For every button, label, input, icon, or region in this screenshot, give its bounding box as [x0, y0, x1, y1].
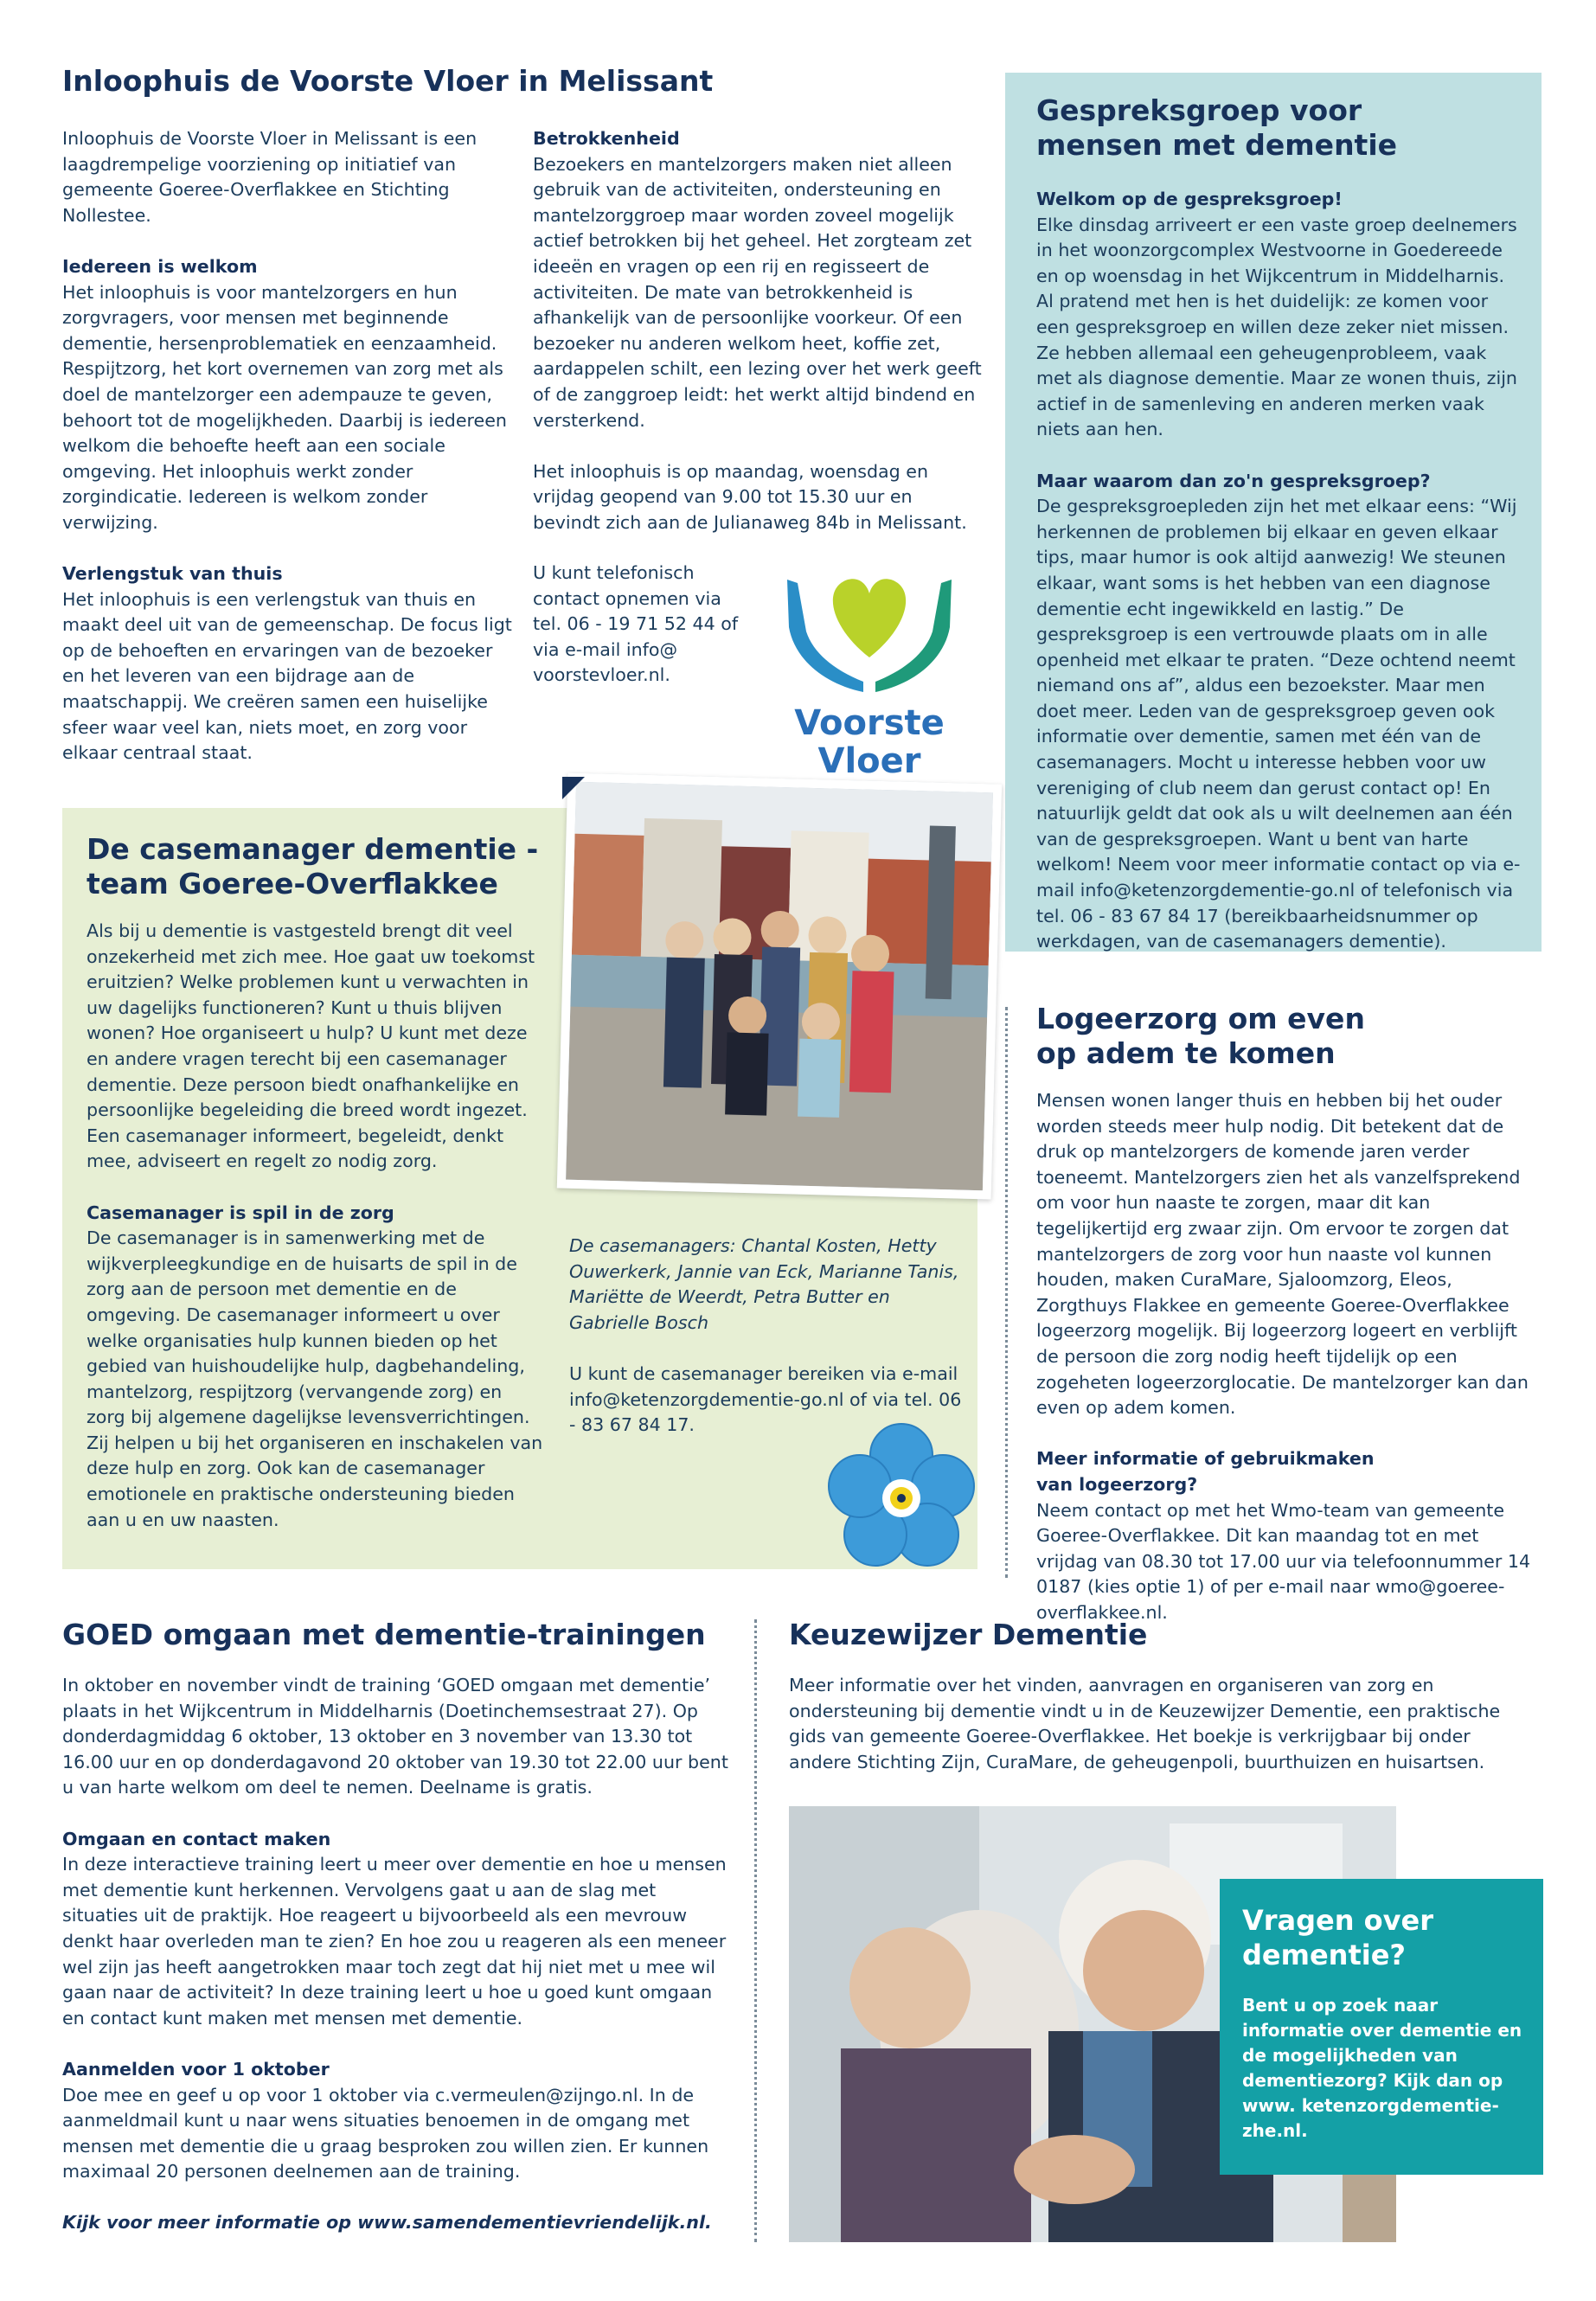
casemanager-body: [87, 919, 545, 1533]
inloophuis-contact: U kunt telefonisch contact opnemen via tel. 06 - 19 71 52 44 of via e-mail info@ voorstevloer.nl.: [533, 562, 739, 686]
logeerzorg-divider: [1005, 1007, 1008, 1578]
gespreksgroep-body: [1036, 187, 1521, 955]
keuzewijzer-title: Keuzewijzer Dementie: [789, 1618, 1148, 1651]
goed-contact-text: In deze interactieve training leert u meer over dementie en hoe u mensen met dementie kunt herkennen. Vervolgens gaat u aan de slag met situaties uit de praktijk. Hoe reageert u bijvoorbeeld als een mevrouw denkt haar overleden man te zien? En hoe zou u reageren als een meneer wel zijn jas heeft aangetrokken maar toch zegt dat hij niet met u mee wil gaan naar de activiteit? In deze training leert u hoe u goed kunt omgaan en contact kunt maken met mensen met dementie.: [62, 1854, 727, 2029]
betrokkenheid-heading: Betrokkenheid: [533, 128, 680, 149]
casemanager-title: De casemanager dementie - team Goeree-Overflakkee: [87, 832, 539, 901]
goed-aanmelden-text: Doe mee en geef u op voor 1 oktober via c.vermeulen@zijngo.nl. In de aanmeldmail kunt u naar wens situaties benoemen in de omgang met mensen met dementie die u graag besproken zou willen zien. Er kunnen maximaal 20 personen deelnemen aan de training.: [62, 2084, 709, 2182]
verlengstuk-heading: Verlengstuk van thuis: [62, 563, 283, 585]
logeerzorg-info-heading: Meer informatie of gebruikmaken van logeerzorg?: [1036, 1448, 1375, 1495]
welkom-text: Het inloophuis is voor mantelzorgers en hun zorgvragers, voor mensen met beginnende dementie, hersenproblematiek en eenzaamheid. Respijtzorg, het kort overnemen van zorg met als doel de mantelzorger een adempauze te geven, behoort tot de mogelijkheden. Daarbij is iedereen welkom die behoefte heeft aan een sociale omgeving. Het inloophuis werkt zonder zorgindicatie. Iedereen is welkom zonder verwijzing.: [62, 281, 507, 533]
gespreksgroep-title: Gespreksgroep voor mensen met dementie: [1036, 93, 1398, 162]
casemanager-contact: U kunt de casemanager bereiken via e-mail info@ketenzorgdementie-go.nl of via tel. 06 - 83 67 84 17.: [569, 1362, 962, 1436]
logeerzorg-info-text: Neem contact op met het Wmo-team van gemeente Goeree-Overflakkee. Dit kan maandag tot en met vrijdag van 08.30 tot 17.00 uur via telefoonnummer 14 0187 (kies optie 1) of per e-mail naar wmo@goeree-overflakkee.nl.: [1036, 1499, 1531, 1623]
heart-hands-icon: [753, 554, 986, 701]
logo-name: Voorste Vloer: [794, 703, 945, 781]
spil-heading: Casemanager is spil in de zorg: [87, 1202, 394, 1223]
keuzewijzer-text: Meer informatie over het vinden, aanvragen en organiseren van zorg en ondersteuning bij dementie vindt u in de Keuzewijzer Dementie, een praktische gids van gemeente Goeree-Overflakkee. Het boekje is verkrijgbaar bij onder andere Stichting Zijn, CuraMare, de geheugenpoli, buurthuizen en huisartsen.: [789, 1675, 1501, 1772]
goed-contact-heading: Omgaan en contact maken: [62, 1828, 331, 1849]
inloophuis-intro: Inloophuis de Voorste Vloer in Melissant is een laagdrempelige voorziening op initiatief van gemeente Goeree-Overflakkee en Stichting Nollestee.: [62, 128, 478, 226]
goed-intro: In oktober en november vindt de training ‘GOED omgaan met dementie’ plaats in het Wijkcentrum in Middelharnis (Doetinchemsestraat 27). Op donderdagmiddag 6 oktober, 13 oktober en 3 november van 13.30 tot 16.00 uur en op donderdagavond 20 oktober van 19.30 tot 22.00 uur bent u van harte welkom om deel te nemen. Deelname is gratis.: [62, 1675, 728, 1798]
inloophuis-title: Inloophuis de Voorste Vloer in Melissant: [62, 64, 714, 98]
gespreksgroep-waarom-heading: Maar waarom dan zo'n gespreksgroep?: [1036, 470, 1431, 491]
welkom-heading: Iedereen is welkom: [62, 255, 258, 277]
bottom-divider: [754, 1619, 757, 2242]
forget-me-not-flower-icon: [824, 1419, 979, 1574]
casemanager-intro: Als bij u dementie is vastgesteld brengt dit veel onzekerheid met zich mee. Hoe gaat uw toekomst eruitzien? Welke problemen kunt u verwachten in uw dagelijks functioneren? Kunt u thuis blijven wonen? Hoe organiseert u hulp? U kunt met deze en andere vragen terecht bij een casemanager dementie. Deze persoon biedt onafhankelijke en persoonlijke begeleiding die breed wordt ingezet. Een casemanager informeert, begeleidt, denkt mee, adviseert en regelt zo nodig zorg.: [87, 920, 535, 1172]
logeerzorg-text: Mensen wonen langer thuis en hebben bij het ouder worden steeds meer hulp nodig. Dit betekent dat de druk op mantelzorgers de komende jaren verder toeneemt. Mantelzorgers zien het als vanzelfsprekend om voor hun naaste te zorgen, maar dit kan tegelijkertijd erg zwaar zijn. Om ervoor te zorgen dat mantelzorgers de zorg voor hun naaste vol kunnen houden, maken CuraMare, Sjaloomzorg, Eleos, Zorgthuys Flakkee en gemeente Goeree-Overflakkee logeerzorg mogelijk. Bij logeerzorg logeert en verblijft de persoon die zorg nodig heeft tijdelijk op een zogeheten logeerzorglocatie. De mantelzorger kan dan even op adem komen.: [1036, 1090, 1529, 1419]
casemanagers-photo: [557, 773, 1002, 1200]
logeerzorg-body: [1036, 1088, 1543, 1625]
betrokkenheid-text: Bezoekers en mantelzorgers maken niet alleen gebruik van de activiteiten, ondersteuning en mantelzorggroep maar worden zoveel mogelijk actief betrokken bij het geheel. Het zorgteam zet ideeën en vragen op een rij en regisseert de activiteiten. De mate van betrokkenheid is afhankelijk van de persoonlijke voorkeur. Of een bezoeker nu anderen welkom heet, koffie zet, aardappelen schilt, een lezing over het werk geeft of de zanggroep leidt: het werkt altijd bindend en versterkend.: [533, 153, 982, 431]
inloophuis-col1: [62, 126, 512, 766]
vragen-text: Bent u op zoek naar informatie over dementie en de mogelijkheden van dementiezorg? Kijk dan op www. ketenzorgdementie-zhe.nl.: [1242, 1995, 1522, 2141]
spil-text: De casemanager is in samenwerking met de wijkverpleegkundige en de huisarts de spil in de zorg aan de persoon met dementie en de omgeving. De casemanager informeert u over welke organisaties hulp kunnen bieden op het gebied van huishoudelijke hulp, dagbehandeling, mantelzorg, respijtzorg (vervangende zorg) en zorg bij algemene dagelijkse levensverrichtingen. Zij helpen u bij het organiseren en inschakelen van deze hulp en zorg. Ook kan de casemanager emotionele en praktische ondersteuning bieden aan u en uw naasten.: [87, 1227, 543, 1530]
goed-aanmelden-heading: Aanmelden voor 1 oktober: [62, 2058, 330, 2080]
goed-footer-link[interactable]: Kijk voor meer informatie op www.samendementievriendelijk.nl.: [62, 2212, 712, 2234]
inloophuis-col2: [533, 126, 983, 536]
goed-title: GOED omgaan met dementie-trainingen: [62, 1618, 706, 1651]
photo-corner: [562, 777, 585, 799]
gespreksgroep-waarom-text: De gespreksgroepleden zijn het met elkaar eens: “Wij herkennen de problemen bij elkaar en geven elkaar tips, maar humor is ook altijd aanwezig! We steunen elkaar, want soms is het hebben van een diagnose dementie echt ingewikkeld en lastig.” De gespreksgroep is een vertrouwde plaats om in alle openheid met elkaar te praten. “Deze ochtend neemt niemand ons af”, aldus een bezoekster. Maar men doet meer. Leden van de gespreksgroep geven ook informatie over dementie, samen met één van de casemanagers. Mocht u interesse hebben voor uw vereniging of club neem dan gerust contact op! En natuurlijk geldt dat ook als u wilt deelnemen aan één van de gespreksgroepen. Want u bent van harte welkom! Neem voor meer informatie contact op via e-mail info@ketenzorgdementie-go.nl of telefonisch via tel. 06 - 83 67 84 17 (bereikbaarheidsnummer op werkdagen, van de casemanagers dementie).: [1036, 496, 1521, 952]
openingstijden-text: Het inloophuis is op maandag, woensdag en vrijdag geopend van 9.00 tot 15.30 uur en bevindt zich aan de Julianaweg 84b in Melissant.: [533, 460, 967, 533]
vragen-box: [1220, 1879, 1543, 2175]
goed-body: [62, 1673, 737, 2236]
voorste-vloer-logo: [753, 554, 986, 781]
gespreksgroep-welkom-heading: Welkom op de gespreksgroep!: [1036, 189, 1343, 209]
vragen-title: Vragen over dementie?: [1242, 1904, 1433, 1971]
verlengstuk-text: Het inloophuis is een verlengstuk van thuis en maakt deel uit van de gemeenschap. De focus ligt op de behoeften en ervaringen van de bezoeker en het leveren van een bijdrage aan de maatschappij. We creëren samen een huiselijke sfeer waar veel kan, niets moet, en zorg voor elkaar centraal staat.: [62, 588, 512, 764]
photo-caption: De casemanagers: Chantal Kosten, Hetty Ouwerkerk, Jannie van Eck, Marianne Tanis, Mariëtte de Weerdt, Petra Butter en Gabrielle Bosch: [569, 1235, 959, 1333]
casemanager-side: [569, 1234, 962, 1439]
logeerzorg-title: Logeerzorg om even op adem te komen: [1036, 1002, 1365, 1070]
gespreksgroep-welkom-text: Elke dinsdag arriveert er een vaste groep deelnemers in het woonzorgcomplex Westvoorne in Goedereede en op woensdag in het Wijkcentrum in Middelharnis. Al pratend met hen is het duidelijk: ze komen voor een gespreksgroep en willen deze zeker niet missen. Ze hebben allemaal een geheugenprobleem, vaak met als diagnose dementie. Maar ze wonen thuis, zijn actief in de samenleving en anderen merken vaak niets aan hen.: [1036, 214, 1517, 440]
